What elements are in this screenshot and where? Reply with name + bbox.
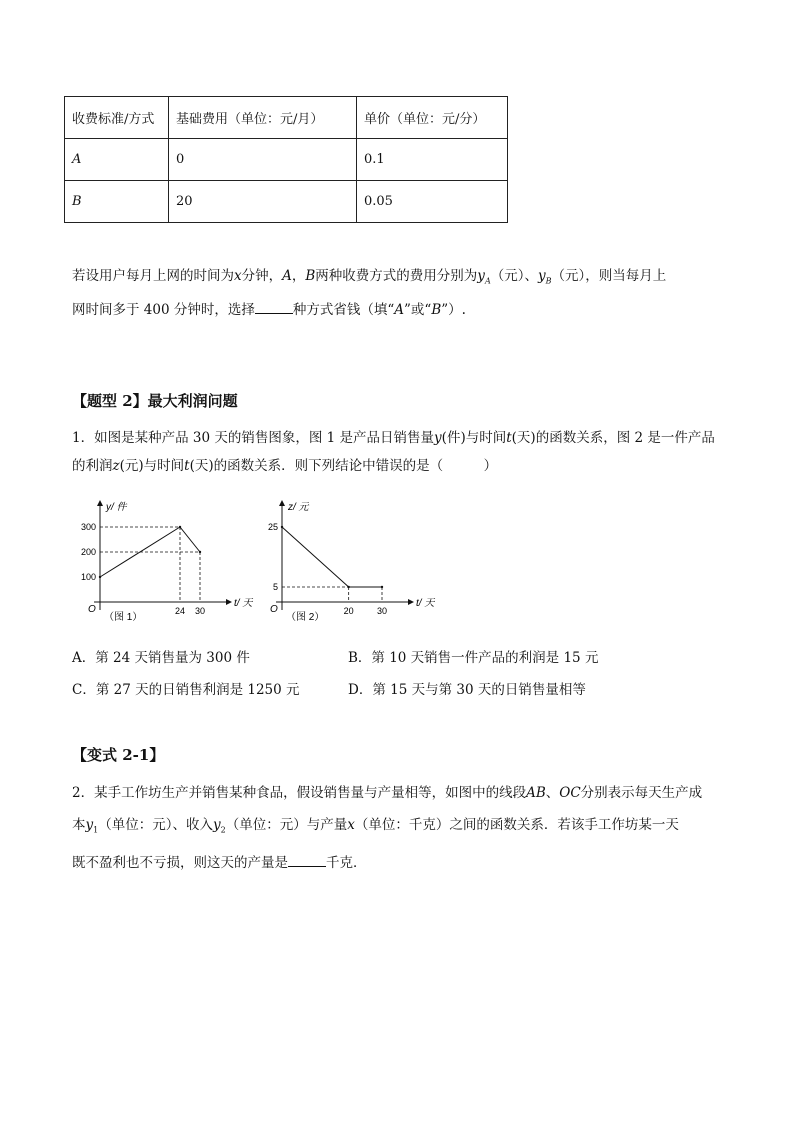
var-a: A (394, 301, 405, 318)
text: （单位：元）与产量 (225, 817, 348, 833)
origin-label: O (88, 604, 96, 615)
text: 种方式省钱（填“ (292, 301, 395, 318)
chart-figure-1 (68, 502, 253, 630)
sub-a: A (484, 276, 491, 286)
table-header-cell: 基础费用（单位：元/月） (169, 97, 357, 139)
question-1 (72, 424, 732, 480)
text: 本 (72, 817, 86, 833)
q2-line-3 (72, 847, 732, 879)
figure-caption: （图 2） (286, 612, 325, 623)
section-heading: 【变式 2-1】 (72, 746, 165, 764)
text: 分别表示每天生产成 (580, 785, 703, 801)
var-x: x (347, 817, 355, 833)
x-axis-label: t/ 天 (234, 598, 253, 609)
intro-line-2 (72, 296, 732, 324)
var-b: B (305, 268, 316, 284)
table-cell: 20 (169, 181, 357, 223)
var-t: t (184, 458, 190, 474)
q2-line-2 (72, 809, 732, 847)
var-ya: y (477, 268, 485, 284)
text: (天)的函数关系．则下列结论中错误的是（ ） (189, 458, 498, 474)
y-tick-label: 100 (80, 572, 96, 582)
section-heading: 【题型 2】最大利润问题 (72, 392, 238, 410)
text: （元）、 (490, 268, 538, 284)
x-axis-label: t/ 天 (416, 598, 435, 609)
intro-paragraph (72, 262, 732, 324)
text: 两种收费方式的费用分别为 (315, 268, 478, 284)
var-t: t (506, 430, 512, 446)
x-axis-arrow (408, 599, 414, 605)
text: (元)与时间 (119, 458, 185, 474)
y-axis-arrow (279, 500, 285, 506)
series-line (282, 527, 382, 587)
origin-label: O (270, 604, 278, 615)
x-axis-arrow (226, 599, 232, 605)
fee-table (64, 96, 508, 223)
var-y1: y (85, 817, 94, 833)
var-yb: y (537, 268, 546, 284)
var-b: B (431, 301, 442, 318)
text: 网时间多于 400 分钟时，选择 (72, 301, 255, 318)
data-point (179, 526, 181, 528)
text: （元），则当每月上 (551, 268, 667, 284)
y-tick-label: 5 (272, 582, 278, 592)
q2-line-1 (72, 777, 732, 809)
var-x: x (234, 268, 242, 284)
intro-line-1 (72, 262, 732, 296)
text: (件)与时间 (441, 430, 507, 446)
q1-line-1 (72, 424, 732, 452)
table-row (65, 181, 508, 223)
var-z: z (112, 458, 120, 474)
q1-line-2 (72, 452, 732, 480)
text: 的利润 (72, 458, 113, 474)
answer-blank[interactable] (255, 301, 293, 314)
x-tick-label: 30 (376, 606, 388, 616)
text: 2．某手工作坊生产并销售某种食品，假设销售量与产量相等，如图中的线段 (72, 785, 527, 801)
y-tick-label: 25 (267, 522, 278, 532)
text: （单位：元）、收入 (98, 817, 213, 833)
text: (天)的函数关系，图 2 是一件产品 (511, 430, 715, 446)
option-d[interactable]: D．第 15 天与第 30 天的日销售量相等 (348, 682, 586, 698)
segment-oc: OC (559, 785, 581, 801)
option-c[interactable]: C．第 27 天的日销售利润是 1250 元 (72, 682, 300, 698)
table-cell: 0 (169, 139, 357, 181)
sub-1: 1 (93, 825, 99, 835)
sub-2: 2 (220, 825, 226, 835)
x-tick-label: 30 (194, 606, 206, 616)
text: 若设用户每月上网的时间为 (72, 268, 234, 284)
data-point (199, 551, 201, 553)
y-tick-label: 300 (80, 522, 96, 532)
var-y: y (434, 430, 442, 446)
table-row (65, 139, 508, 181)
option-a[interactable]: A．第 24 天销售量为 300 件 (72, 650, 250, 666)
chart-figure-2 (250, 502, 435, 630)
answer-blank[interactable] (288, 854, 326, 867)
table-header-cell: 单价（单位：元/分） (357, 97, 508, 139)
table-cell: 0.1 (357, 139, 508, 181)
y-axis-label: z/ 元 (288, 502, 309, 513)
text: 、 (545, 785, 560, 801)
table-header-cell: 收费标准/方式 (65, 97, 169, 139)
table-cell: B (65, 181, 169, 223)
table-cell: A (65, 139, 169, 181)
option-b[interactable]: B．第 10 天销售一件产品的利润是 15 元 (348, 650, 599, 666)
table-cell: 0.05 (357, 181, 508, 223)
y-axis-label: y/ 件 (106, 502, 127, 513)
data-point (281, 526, 283, 528)
text: 既不盈利也不亏损，则这天的产量是 (72, 854, 288, 871)
data-point (381, 586, 383, 588)
x-tick-label: 20 (343, 606, 354, 616)
y-axis-arrow (97, 500, 103, 506)
text: 分钟， (241, 268, 283, 284)
x-tick-label: 24 (174, 606, 186, 616)
text: ， (291, 268, 306, 284)
data-point (99, 576, 101, 578)
data-point (347, 586, 349, 588)
y-tick-label: 200 (80, 547, 96, 557)
table-header-row (65, 97, 508, 139)
segment-ab: AB (526, 785, 546, 801)
text: 1．如图是某种产品 30 天的销售图象，图 1 是产品日销售量 (72, 430, 435, 446)
var-y2: y (212, 817, 221, 833)
text: ”或“ (404, 301, 432, 318)
text: （单位：千克）之间的函数关系．若该手工作坊某一天 (354, 817, 679, 833)
var-a: A (282, 268, 292, 284)
text: 千克． (326, 854, 367, 871)
question-2 (72, 777, 732, 879)
text: ”）. (441, 301, 466, 318)
figure-caption: （图 1） (104, 612, 143, 623)
sub-b: B (545, 276, 552, 286)
